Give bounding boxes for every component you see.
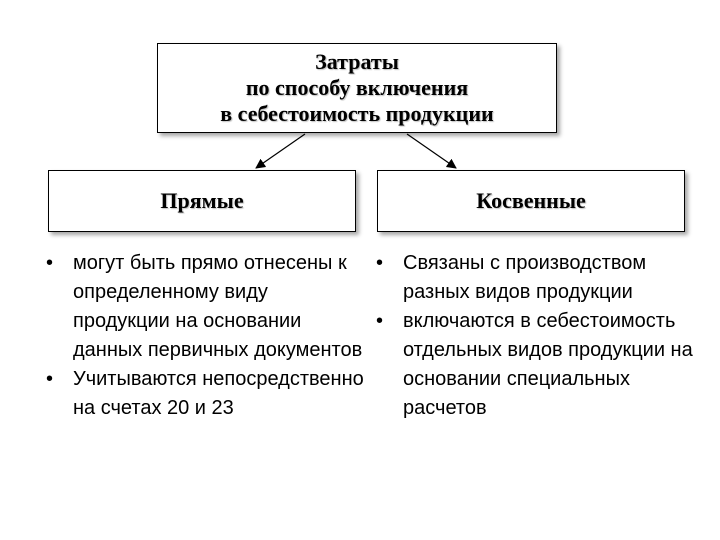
costs-header-box bbox=[157, 43, 557, 133]
direct-costs-list bbox=[46, 249, 366, 423]
arrow-to-indirect bbox=[407, 134, 456, 168]
arrow-to-direct bbox=[256, 134, 305, 168]
list-item: • включаются в себестоимость отдельных видов продукции на основании специальных расчетов bbox=[376, 307, 696, 423]
direct-costs-box bbox=[48, 170, 356, 232]
list-item: • Связаны с производством разных видов продукции bbox=[376, 249, 696, 307]
header-line-2: по способу включения bbox=[245, 75, 469, 100]
list-item: • могут быть прямо отнесены к определенному виду продукции на основании данных первичных документов bbox=[46, 249, 366, 365]
indirect-costs-list bbox=[376, 249, 696, 423]
header-line-3: в себестоимость продукции bbox=[220, 101, 494, 126]
indirect-costs-box bbox=[377, 170, 685, 232]
list-item: • Учитываются непосредственно на счетах 20 и 23 bbox=[46, 365, 366, 423]
header-line-1: Затраты bbox=[315, 49, 399, 74]
indirect-costs-title: Косвенные bbox=[476, 188, 586, 213]
direct-costs-title: Прямые bbox=[160, 188, 244, 213]
